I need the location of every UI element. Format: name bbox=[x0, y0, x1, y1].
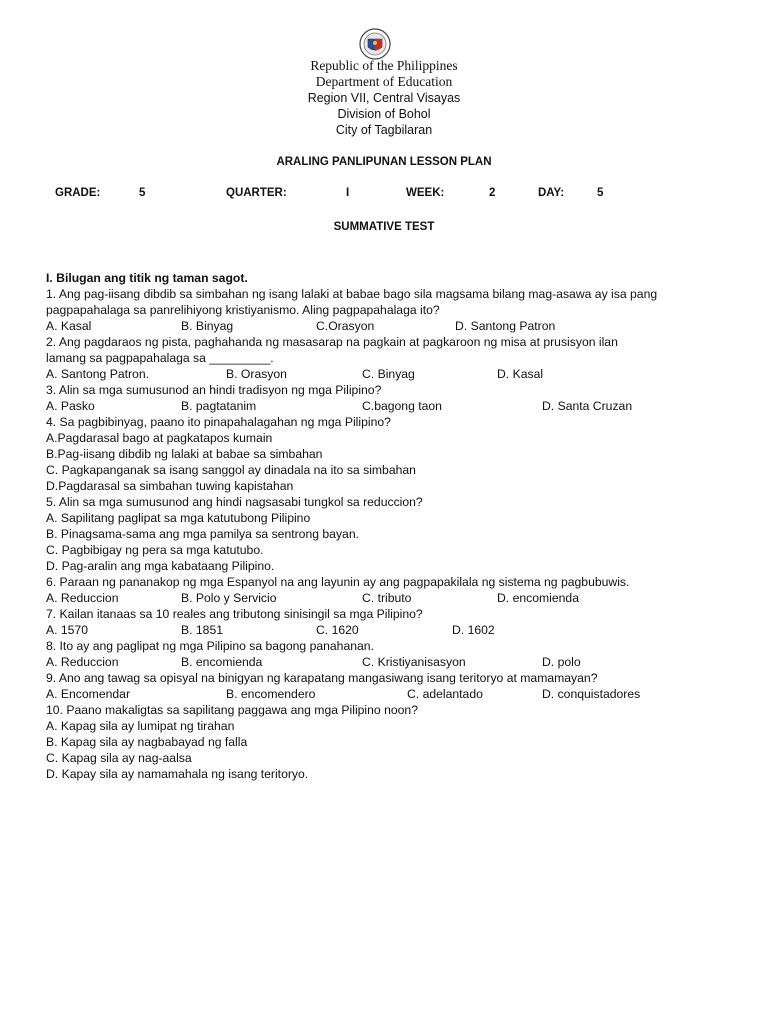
question-2-line-1: 2. Ang pagdaraos ng pista, paghahanda ng masasarap na pagkain at pagkaroon ng misa at prusisyon ilan bbox=[46, 335, 618, 349]
header-city: City of Tagbilaran bbox=[335, 123, 433, 137]
option-d: D. polo bbox=[542, 655, 581, 669]
option-a: A. Kapag sila ay lumipat ng tirahan bbox=[46, 719, 235, 733]
question-7-options bbox=[46, 622, 736, 638]
option-d: D. Santong Patron bbox=[455, 319, 556, 333]
question-3-options bbox=[46, 398, 736, 414]
question-5-line-1: 5. Alin sa mga sumusunod ang hindi nagsasabi tungkol sa reduccion? bbox=[46, 495, 423, 509]
option-b: B. Orasyon bbox=[226, 367, 287, 381]
option-c: C.bagong taon bbox=[362, 399, 442, 413]
option-c: C.Orasyon bbox=[316, 319, 375, 333]
grade-label: GRADE: bbox=[55, 187, 101, 199]
header-division: Division of Bohol bbox=[337, 107, 431, 121]
option-b: B. encomienda bbox=[181, 655, 263, 669]
header-department: Department of Education bbox=[315, 74, 453, 89]
grade-quarter-week-day-line bbox=[0, 187, 768, 203]
week-label: WEEK: bbox=[406, 187, 445, 199]
option-c: C. 1620 bbox=[316, 623, 359, 637]
grade-value: 5 bbox=[139, 187, 146, 199]
day-label: DAY: bbox=[538, 187, 565, 199]
question-2-options bbox=[46, 366, 736, 382]
option-a: A. Santong Patron. bbox=[46, 367, 149, 381]
option-a: A. Pasko bbox=[46, 399, 95, 413]
option-d: D. Santa Cruzan bbox=[542, 399, 633, 413]
deped-seal-icon bbox=[355, 28, 395, 60]
question-1-line-1: 1. Ang pag-iisang dibdib sa simbahan ng isang lalaki at babae bago sila magsama bilang mag-asawa ay isa pang bbox=[46, 287, 658, 301]
option-a: A. Reduccion bbox=[46, 655, 119, 669]
plan-title: ARALING PANLIPUNAN LESSON PLAN bbox=[276, 156, 492, 168]
option-b: B. encomendero bbox=[226, 687, 316, 701]
day-value: 5 bbox=[597, 187, 604, 199]
question-7-line-1: 7. Kailan itanaas sa 10 reales ang tributong sinisingil sa mga Pilipino? bbox=[46, 607, 423, 621]
option-a: A. Kasal bbox=[46, 319, 92, 333]
option-a: A. Reduccion bbox=[46, 591, 119, 605]
option-c: C. Kristiyanisasyon bbox=[362, 655, 466, 669]
question-10-line-1: 10. Paano makaligtas sa sapilitang paggawa ang mga Pilipino noon? bbox=[46, 703, 418, 717]
question-8-line-1: 8. Ito ay ang paglipat ng mga Pilipino sa bagong panahanan. bbox=[46, 639, 374, 653]
option-a: A. Encomendar bbox=[46, 687, 131, 701]
question-6-options bbox=[46, 590, 736, 606]
option-c: C. Pagbibigay ng pera sa mga katutubo. bbox=[46, 543, 264, 557]
option-b: B. 1851 bbox=[181, 623, 224, 637]
option-c: C. Pagkapanganak sa isang sanggol ay dinadala na ito sa simbahan bbox=[46, 463, 416, 477]
option-d: D.Pagdarasal sa simbahan tuwing kapistahan bbox=[46, 479, 294, 493]
option-c: C. Binyag bbox=[362, 367, 415, 381]
option-a: A.Pagdarasal bago at pagkatapos kumain bbox=[46, 431, 273, 445]
option-b: B. Polo y Servicio bbox=[181, 591, 277, 605]
option-b: B. Binyag bbox=[181, 319, 234, 333]
option-b: B. Pinagsama-sama ang mga pamilya sa sentrong bayan. bbox=[46, 527, 359, 541]
question-3-line-1: 3. Alin sa mga sumusunod an hindi tradisyon ng mga Pilipino? bbox=[46, 383, 382, 397]
question-9-line-1: 9. Ano ang tawag sa opisyal na binigyan ng karapatang mangasiwang isang teritoryo at mamamayan? bbox=[46, 671, 598, 685]
option-d: D. Pag-aralin ang mga kabataang Pilipino. bbox=[46, 559, 275, 573]
option-c: C. Kapag sila ay nag-aalsa bbox=[46, 751, 192, 765]
question-6-line-1: 6. Paraan ng pananakop ng mga Espanyol na ang layunin ay ang pagpapakilala ng sistema ng pagbubuwis. bbox=[46, 575, 630, 589]
option-a: A. Sapilitang paglipat sa mga katutubong Pilipino bbox=[46, 511, 311, 525]
option-c: C. adelantado bbox=[407, 687, 483, 701]
option-b: B. pagtatanim bbox=[181, 399, 257, 413]
question-1-line-2: pagpapahalaga sa panrelihiyong kristiyanismo. Aling pagpapahalaga ito? bbox=[46, 303, 440, 317]
option-c: C. tributo bbox=[362, 591, 412, 605]
option-d: D. encomienda bbox=[497, 591, 579, 605]
question-8-options bbox=[46, 654, 736, 670]
week-value: 2 bbox=[489, 187, 496, 199]
question-1-options bbox=[46, 318, 736, 334]
question-4-line-1: 4. Sa pagbibinyag, paano ito pinapahalagahan ng mga Pilipino? bbox=[46, 415, 391, 429]
test-title: SUMMATIVE TEST bbox=[333, 221, 435, 233]
header-region: Region VII, Central Visayas bbox=[307, 91, 461, 105]
instructions: I. Bilugan ang titik ng taman sagot. bbox=[46, 271, 248, 285]
question-2-line-2: lamang sa pagpapahalaga sa _________. bbox=[46, 351, 274, 365]
quarter-value: I bbox=[346, 187, 350, 199]
option-b: B. Kapag sila ay nagbabayad ng falla bbox=[46, 735, 248, 749]
option-a: A. 1570 bbox=[46, 623, 89, 637]
header-country: Republic of the Philippines bbox=[310, 58, 458, 73]
question-9-options bbox=[46, 686, 736, 702]
quarter-label: QUARTER: bbox=[226, 187, 287, 199]
option-b: B.Pag-iisang dibdib ng lalaki at babae sa simbahan bbox=[46, 447, 323, 461]
option-d: D. Kasal bbox=[497, 367, 544, 381]
test-body bbox=[46, 270, 736, 782]
option-d: D. conquistadores bbox=[542, 687, 641, 701]
option-d: D. 1602 bbox=[452, 623, 495, 637]
option-d: D. Kapay sila ay namamahala ng isang teritoryo. bbox=[46, 767, 309, 781]
